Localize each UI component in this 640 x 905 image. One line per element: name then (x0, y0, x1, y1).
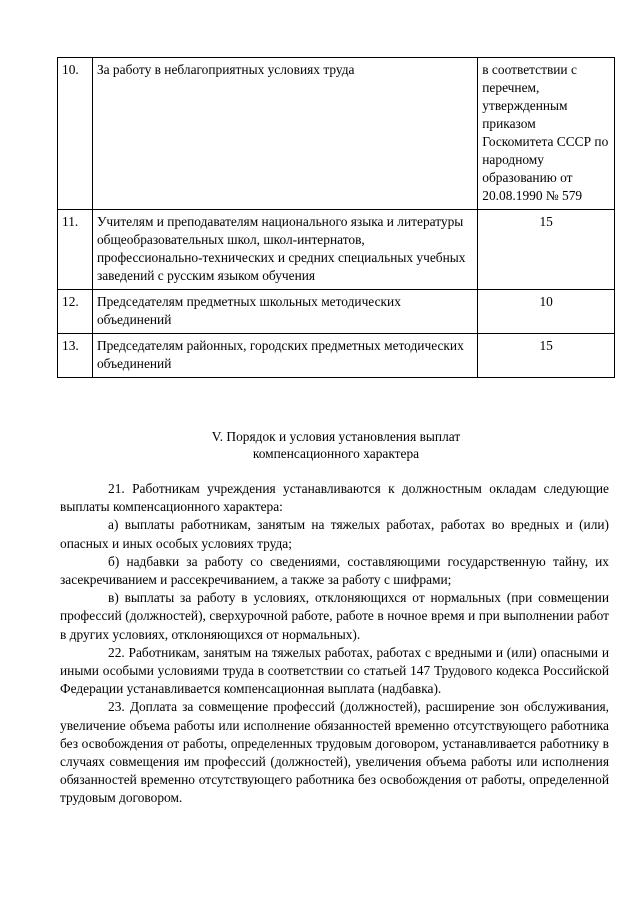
row-description: За работу в неблагоприятных условиях труда (92, 58, 477, 210)
paragraph-21: 21. Работникам учреждения устанавливаются к должностным окладам следующие выплаты компенсационного характера: (60, 481, 609, 515)
table-row (58, 58, 615, 210)
row-value: в соответствии с перечнем, утвержденным приказом Госкомитета СССР по народному образованию от 20.08.1990 № 579 (478, 58, 615, 210)
paragraph-23: 23. Доплата за совмещение профессий (должностей), расширение зон обслуживания, увеличение объема работы или исполнение обязанностей временно отсутствующего работника без освобождения от работы, определенных трудовым договором, устанавливается работнику в случаях совмещения им профессий (должностей), увеличения объема работы или исполнения обязанностей временно отсутствующего работника без освобождения от работы, определенной трудовым договором. (60, 699, 609, 806)
row-value: 15 (478, 210, 615, 290)
row-value: 15 (478, 334, 615, 378)
rates-table (57, 57, 615, 378)
table-row (58, 210, 615, 290)
table-row (58, 334, 615, 378)
row-number: 10. (58, 58, 93, 210)
row-description: Председателям предметных школьных методических объединений (92, 290, 477, 334)
section-title-line-1: V. Порядок и условия установления выплат (211, 429, 461, 444)
row-number: 11. (58, 210, 93, 290)
paragraph-21-b: б) надбавки за работу со сведениями, составляющими государственную тайну, их засекречиванием и рассекречиванием, а также за работу с шифрами; (60, 553, 609, 588)
paragraph-21-c: в) выплаты за работу в условиях, отклоняющихся от нормальных (при совмещении профессий (должностей), сверхурочной работе, работе в ночное время и при выполнении работ в других условиях, отклоняющихся от нормальных). (60, 590, 609, 642)
paragraph-21-a: а) выплаты работникам, занятым на тяжелых работах, работах во вредных и (или) опасных и иных особых условиях труда; (60, 517, 609, 551)
row-description: Председателям районных, городских предметных методических объединений (92, 334, 477, 378)
table-row (58, 290, 615, 334)
body-text (60, 480, 609, 808)
row-description: Учителям и преподавателям национального языка и литературы общеобразовательных школ, школ-интернатов, профессионально-технических и средних специальных учебных заведений с русским языком обучения (92, 210, 477, 290)
row-number: 12. (58, 290, 93, 334)
paragraph-22: 22. Работникам, занятым на тяжелых работах, работах с вредными и (или) опасными и иными особыми условиями труда в соответствии со статьей 147 Трудового кодекса Российской Федерации устанавливается компенсационная выплата (надбавка). (60, 644, 609, 697)
row-value: 10 (478, 290, 615, 334)
section-title (57, 428, 615, 462)
section-title-line-2: компенсационного характера (252, 446, 420, 461)
row-number: 13. (58, 334, 93, 378)
